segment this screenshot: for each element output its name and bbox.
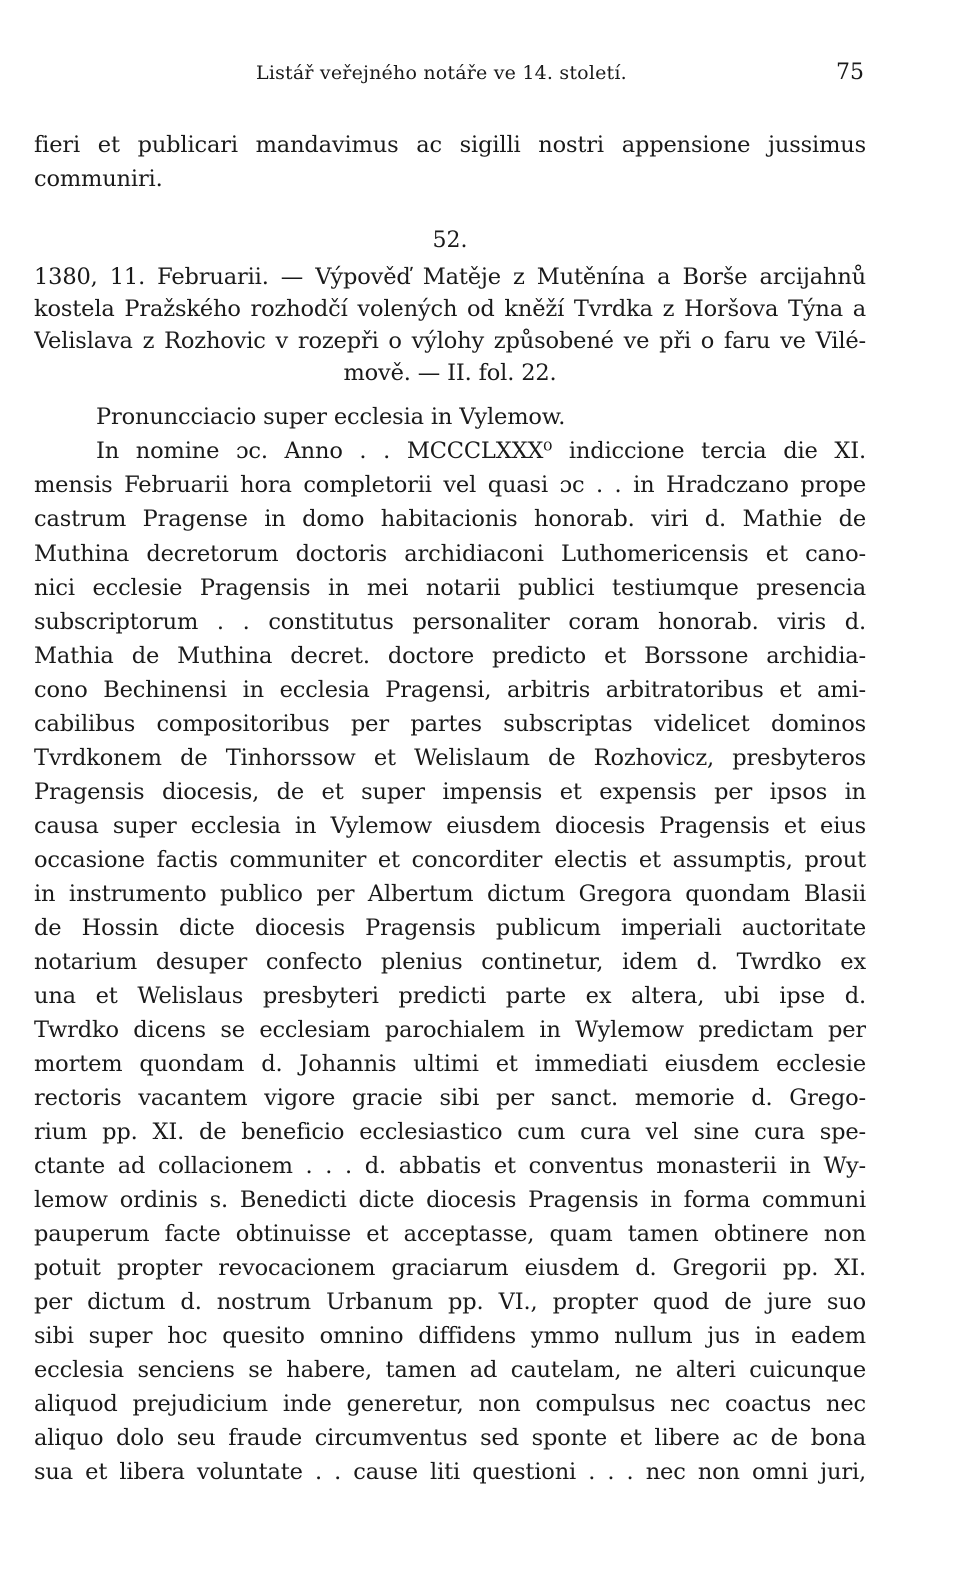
body-line: una et Welislaus presbyteri predicti parte ex altera, ubi ipse d. [34,983,866,1009]
body-line: ecclesia senciens se habere, tamen ad cautelam, ne alteri cuicunque [34,1357,866,1383]
body-line: rium pp. XI. de beneficio ecclesiastico cum cura vel sine cura spe- [34,1119,866,1145]
preceding-text-line: fieri et publicari mandavimus ac sigilli nostri appensione jussimus [34,132,866,158]
body-line: castrum Pragense in domo habitacionis honorab. viri d. Mathie de [34,506,866,532]
body-line: Muthina decretorum doctoris archidiaconi Luthomericensis et cano- [34,541,866,567]
regest-line: mově. — II. fol. 22. [343,360,557,386]
body-line: nici ecclesie Pragensis in mei notarii publici testiumque presencia [34,575,866,601]
regest-line: 1380, 11. Februarii. — Výpověď Matěje z Mutěnína a Borše arcijahnů [34,264,866,290]
running-head [34,62,866,92]
document-heading: Pronuncciacio super ecclesia in Vylemow. [96,404,566,430]
page-number: 75 [836,60,864,85]
regest-line: kostela Pražského rozhodčí volených od kněží Tvrdka z Horšova Týna a [34,296,866,322]
body-line: cono Bechinensi in ecclesia Pragensi, arbitris arbitratoribus et ami- [34,677,866,703]
body-line: aliquod prejudicium inde generetur, non compulsus nec coactus nec [34,1391,866,1417]
body-line: aliquo dolo seu fraude circumventus sed sponte et libere ac de bona [34,1425,866,1451]
body-line: pauperum facte obtinuisse et acceptasse, quam tamen obtinere non [34,1221,866,1247]
body-line: cabilibus compositoribus per partes subscriptas videlicet dominos [34,711,866,737]
preceding-text-line: communiri. [34,166,163,192]
body-line: de Hossin dicte diocesis Pragensis publicum imperiali auctoritate [34,915,866,941]
body-line: in instrumento publico per Albertum dictum Gregora quondam Blasii [34,881,866,907]
body-line: Mathia de Muthina decret. doctore predicto et Borssone archidia- [34,643,866,669]
body-line: Pragensis diocesis, de et super impensis et expensis per ipsos in [34,779,866,805]
document-number: 52. [432,228,468,253]
regest-line: Velislava z Rozhovic v rozepři o výlohy způsobené ve při o faru ve Vilé- [34,328,866,354]
body-line: Twrdko dicens se ecclesiam parochialem in Wylemow predictam per [34,1017,866,1043]
body-line: potuit propter revocacionem graciarum eiusdem d. Gregorii pp. XI. [34,1255,866,1281]
body-line: lemow ordinis s. Benedicti dicte diocesis Pragensis in forma communi [34,1187,866,1213]
body-line: mensis Februarii hora completorii vel quasi ɔc . . in Hradczano prope [34,472,866,498]
body-line: rectoris vacantem vigore gracie sibi per sanct. memorie d. Grego- [34,1085,866,1111]
body-line: mortem quondam d. Johannis ultimi et immediati eiusdem ecclesie [34,1051,866,1077]
body-line: occasione factis communiter et concorditer electis et assumptis, prout [34,847,866,873]
body-line: subscriptorum . . constitutus personaliter coram honorab. viris d. [34,609,866,635]
body-line: sibi super hoc quesito omnino diffidens ymmo nullum jus in eadem [34,1323,866,1349]
body-line: In nomine ɔc. Anno . . MCCCLXXX⁰ indiccione tercia die XI. [96,438,866,464]
body-line: sua et libera voluntate . . cause liti questioni . . . nec non omni juri, [34,1459,866,1485]
body-line: per dictum d. nostrum Urbanum pp. VI., propter quod de jure suo [34,1289,866,1315]
body-line: causa super ecclesia in Vylemow eiusdem diocesis Pragensis et eius [34,813,866,839]
body-line: ctante ad collacionem . . . d. abbatis et conventus monasterii in Wy- [34,1153,866,1179]
running-title: Listář veřejného notáře ve 14. století. [256,62,627,84]
body-line: notarium desuper confecto plenius continetur, idem d. Twrdko ex [34,949,866,975]
document-page [34,0,866,1579]
body-line: Tvrdkonem de Tinhorssow et Welislaum de Rozhovicz, presbyteros [34,745,866,771]
